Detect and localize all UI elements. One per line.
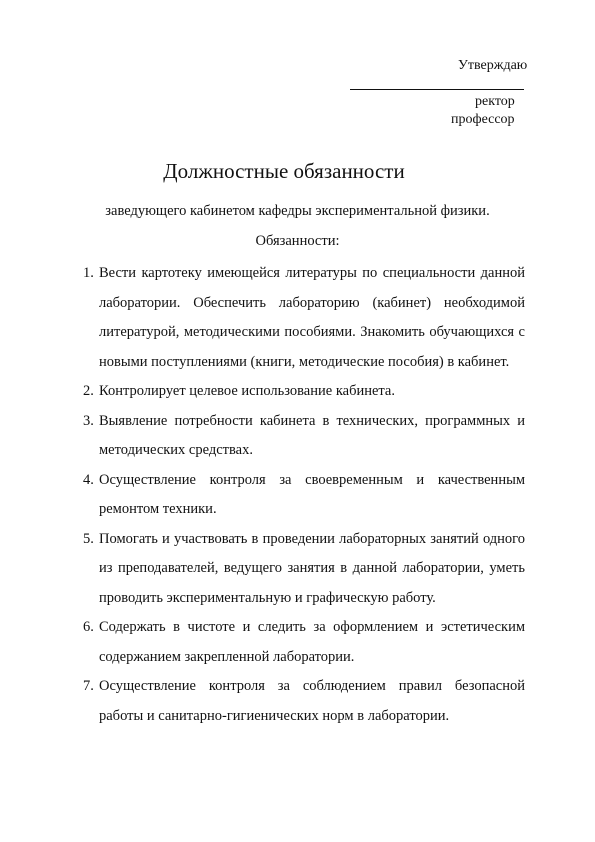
duty-item [80,672,525,731]
duty-number: 1. [83,265,94,281]
duty-text: Помогать и участвовать в проведении лабораторных занятий одного из преподавателей, ведущего занятия в данной лаборатории, уметь проводить экспериментальную и графическую работу. [99,530,525,606]
section-heading: Обязанности: [255,233,340,249]
professor-label: профессор [451,112,515,127]
document-subtitle: заведующего кабинетом кафедры экспериментальной физики. [105,203,490,219]
duty-item [80,377,525,407]
duty-item [80,613,525,672]
duty-text: Содержать в чистоте и следить за оформлением и эстетическим содержанием закрепленной лаборатории. [99,619,525,665]
duty-item [80,466,525,525]
duty-number: 5. [83,530,94,547]
duty-number: 7. [83,678,94,694]
duty-item [80,525,525,614]
document-title: Должностные обязанности [163,159,405,183]
duty-item [80,259,525,377]
duty-text: Осуществление контроля за своевременным и качественным ремонтом техники. [99,471,525,517]
duty-text: Контролирует целевое использование кабинета. [99,383,395,399]
duty-text: Вести картотеку имеющейся литературы по специальности данной лаборатории. Обеспечить лабораторию (кабинет) необходимой литературой, методическими пособиями. Знакомить обучающихся с новыми поступлениями (книги, методические пособия) в кабинет. [99,265,525,370]
duty-number: 4. [83,471,94,488]
rector-label: ректор [475,94,515,109]
duties-list [80,259,525,731]
duty-number: 3. [83,412,94,429]
approve-label: Утверждаю [458,58,528,73]
duty-number: 2. [83,383,94,399]
duty-number: 6. [83,619,94,635]
duty-item [80,407,525,466]
signature-line [350,89,524,90]
duty-text: Осуществление контроля за соблюдением правил безопасной работы и санитарно-гигиенических норм в лаборатории. [99,678,525,724]
duty-text: Выявление потребности кабинета в технических, программных и методических средствах. [99,412,525,458]
